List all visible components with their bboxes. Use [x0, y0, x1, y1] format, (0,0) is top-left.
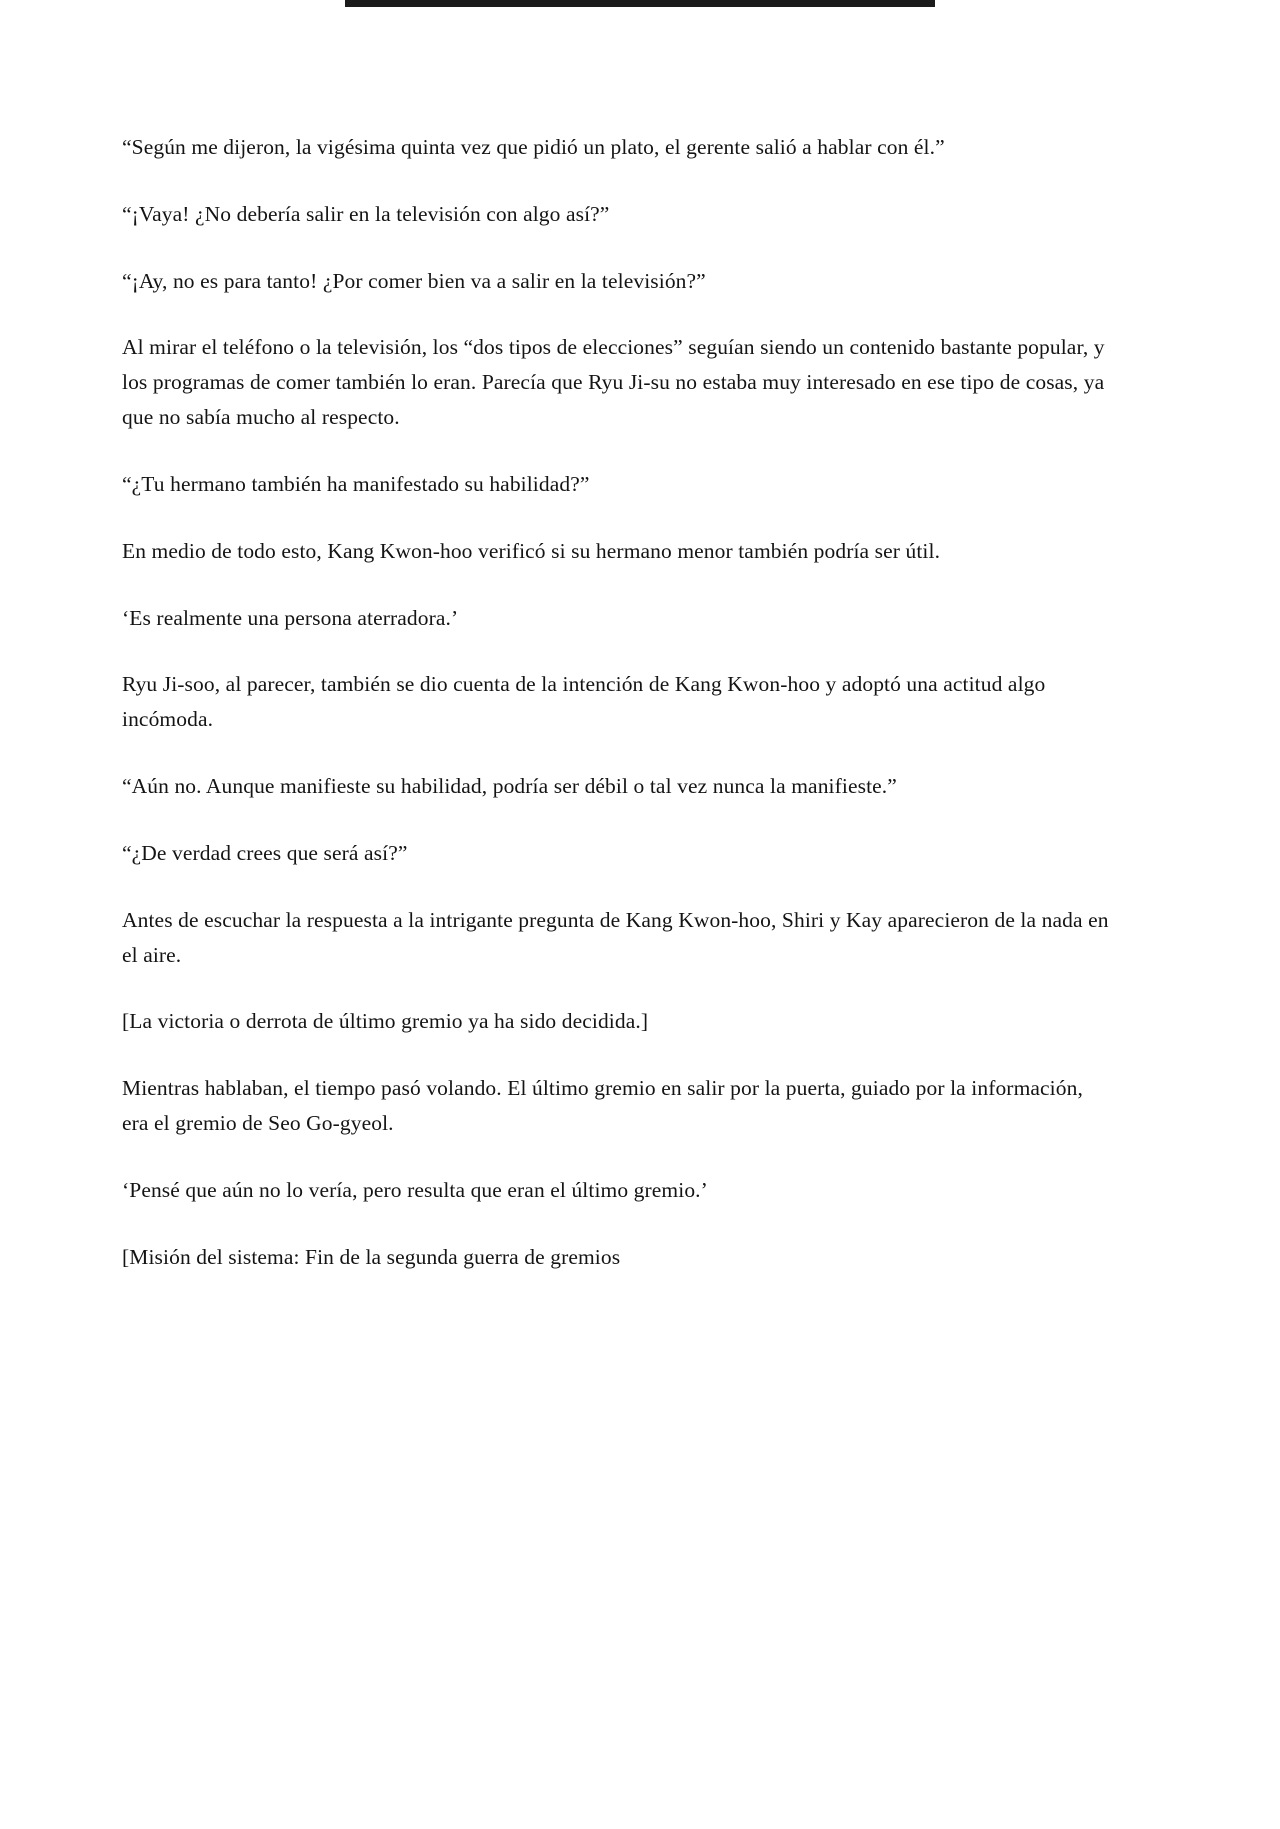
paragraph: “¡Ay, no es para tanto! ¿Por comer bien va a salir en la televisión?” — [122, 268, 706, 293]
paragraph: “¡Vaya! ¿No debería salir en la televisión con algo así?” — [122, 201, 610, 226]
paragraph: [La victoria o derrota de último gremio ya ha sido decidida.] — [122, 1009, 649, 1034]
paragraph: ‘Pensé que aún no lo vería, pero resulta que eran el último gremio.’ — [122, 1177, 708, 1202]
paragraph: “Según me dijeron, la vigésima quinta vez que pidió un plato, el gerente salió a hablar con él.” — [122, 135, 945, 159]
paragraph: Ryu Ji-soo, al parecer, también se dio cuenta de la intención de Kang Kwon-hoo y adoptó una actitud algo incómoda. — [122, 672, 1046, 732]
paragraph: ‘Es realmente una persona aterradora.’ — [122, 605, 459, 630]
paragraph: Mientras hablaban, el tiempo pasó volando. El último gremio en salir por la puerta, guiado por la información, era el gremio de Seo Go-gyeol. — [122, 1076, 1083, 1136]
paragraph: Al mirar el teléfono o la televisión, los “dos tipos de elecciones” seguían siendo un contenido bastante popular, y los programas de comer también lo eran. Parecía que Ryu Ji-su no estaba muy interesado en ese tipo de cosas, ya que no sabía mucho al respecto. — [122, 335, 1105, 430]
paragraph: “¿De verdad crees que será así?” — [122, 840, 408, 865]
paragraph: “¿Tu hermano también ha manifestado su habilidad?” — [122, 471, 590, 496]
header-rule — [345, 0, 935, 7]
paragraph: [Misión del sistema: Fin de la segunda guerra de gremios — [122, 1244, 621, 1269]
paragraph: “Aún no. Aunque manifieste su habilidad, podría ser débil o tal vez nunca la manifieste.” — [122, 774, 897, 799]
paragraph: En medio de todo esto, Kang Kwon-hoo verificó si su hermano menor también podría ser útil. — [122, 538, 941, 563]
paragraph: Antes de escuchar la respuesta a la intrigante pregunta de Kang Kwon-hoo, Shiri y Kay aparecieron de la nada en el aire. — [122, 907, 1109, 967]
